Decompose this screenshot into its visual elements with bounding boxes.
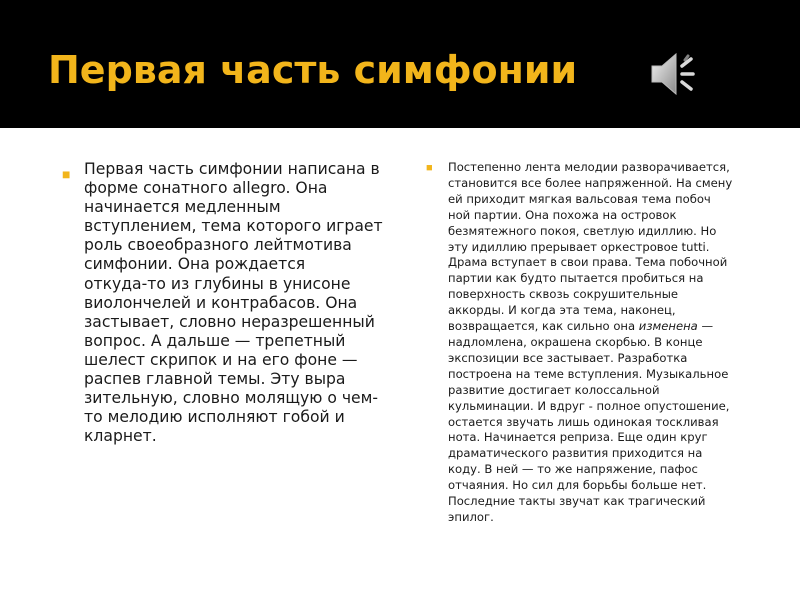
title-bar bbox=[0, 0, 800, 128]
slide-title: Первая часть симфонии bbox=[48, 48, 578, 92]
right-paragraph-part-2: — надломлена, окрашена скорбью. В конце экспозиции все застывает. Разработка построена на теме вступления. Музыкальное развитие достигает колоссальной кульминации. И вдруг - полное опустошение, остается звучать лишь одинокая тоскливая нота. Начинается реприза. Еще один круг драматического развития приходится на коду. В ней — то же напряжение, пафос отчаяния. Но сил для борьбы больше нет. Последние такты звучат как трагический эпилог. bbox=[448, 319, 730, 524]
right-paragraph bbox=[448, 160, 766, 526]
left-paragraph: Первая часть симфонии написана в форме сонатного allegro. Она начинается медленным вступлением, тема которого играет роль своеобразного лейтмотива симфонии. Она рождается откуда-то из глубины в унисоне виолончелей и контрабасов. Она застывает, словно неразрешенный вопрос. А дальше — трепетный шелест скрипок и на его фоне — распев главной темы. Эту выра зительную, словно молящую о чем- то мелодию исполняют гобой и кларнет. bbox=[84, 160, 383, 446]
right-paragraph-emphasis: изменена bbox=[638, 319, 698, 334]
square-bullet-icon: ■ bbox=[426, 162, 433, 174]
speaker-icon[interactable] bbox=[648, 48, 706, 100]
square-bullet-icon: ■ bbox=[62, 166, 71, 182]
left-column bbox=[62, 160, 392, 446]
right-paragraph-part-1: Постепенно лента мелодии разворачивается, становится все более напряженной. На смену ей приходит мягкая вальсовая тема побоч ной партии. Она похожа на островок безмятежного покоя, светлую идиллию. Но эту идиллию прерывает оркестровое tutti. Драма вступает в свои права. Тема побочной партии как будто пытается пробиться на поверхность сквозь сокрушительные аккорды. И когда эта тема, наконец, возвращается, как сильно она bbox=[448, 160, 733, 334]
right-column bbox=[426, 160, 766, 526]
